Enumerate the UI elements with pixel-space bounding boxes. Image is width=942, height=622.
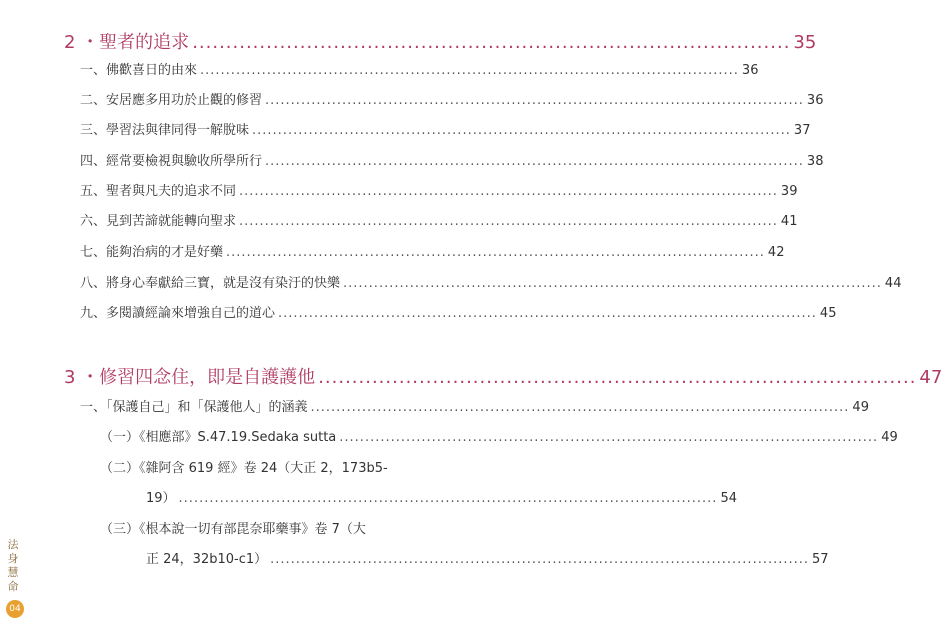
entry-label: 五、聖者與凡夫的追求不同 bbox=[80, 184, 237, 199]
entry-label: 二、安居應多用功於止觀的修習 bbox=[80, 93, 263, 108]
dot-leader: ......................................................................................... bbox=[318, 367, 917, 388]
side-title-char: 法 bbox=[7, 538, 19, 551]
toc-entry[interactable] bbox=[80, 241, 785, 260]
toc-entry-continuation[interactable] bbox=[146, 487, 737, 506]
page-number: 36 bbox=[806, 93, 824, 108]
dot-leader: ......................................................................................................... bbox=[226, 245, 765, 260]
entry-label: （一）《相應部》S.47.19.Sedaka sutta bbox=[100, 430, 337, 445]
toc-entry[interactable] bbox=[80, 302, 837, 321]
heading-label: 3 ・修習四念住，即是自護護他 bbox=[64, 367, 316, 388]
dot-leader: ......................................................................................................... bbox=[265, 154, 804, 169]
page-number: 38 bbox=[806, 154, 824, 169]
toc-entry[interactable] bbox=[80, 150, 824, 169]
dot-leader: ......................................................................................................... bbox=[239, 184, 778, 199]
page-number: 49 bbox=[852, 400, 869, 415]
entry-label: 四、經常要檢視與驗收所學所行 bbox=[80, 154, 263, 169]
toc-entry[interactable] bbox=[80, 89, 824, 108]
side-book-title bbox=[6, 538, 20, 594]
dot-leader: ......................................................................................................... bbox=[265, 93, 804, 108]
toc-entry[interactable] bbox=[100, 426, 898, 445]
page-number: 35 bbox=[793, 32, 817, 53]
entry-label: 九、多閱讀經論來增強自己的道心 bbox=[80, 306, 276, 321]
toc-entry[interactable] bbox=[80, 272, 902, 291]
entry-label: 七、能夠治病的才是好藥 bbox=[80, 245, 224, 260]
toc-entry[interactable] bbox=[80, 396, 869, 415]
toc-entry[interactable] bbox=[80, 59, 759, 78]
entry-label: 19） bbox=[146, 491, 176, 506]
entry-label: 三、學習法與律同得一解脫味 bbox=[80, 123, 250, 138]
page-number: 47 bbox=[919, 367, 942, 388]
entry-label: 一、佛歡喜日的由來 bbox=[80, 63, 198, 78]
page-number: 39 bbox=[780, 184, 798, 199]
dot-leader: ......................................................................................................... bbox=[339, 430, 879, 445]
page-number: 42 bbox=[767, 245, 785, 260]
side-title-char: 身 bbox=[7, 552, 19, 565]
dot-leader: ......................................................................................................... bbox=[270, 552, 810, 567]
page-number: 44 bbox=[884, 276, 902, 291]
toc-heading-section-3[interactable] bbox=[64, 363, 942, 389]
toc-heading-section-2[interactable] bbox=[64, 28, 817, 54]
side-title-char: 命 bbox=[7, 580, 19, 593]
toc-entry[interactable] bbox=[80, 210, 798, 229]
heading-label: 2 ・聖者的追求 bbox=[64, 32, 190, 53]
dot-leader: ......................................................................................................... bbox=[178, 491, 718, 506]
dot-leader: ......................................................................................................... bbox=[252, 123, 791, 138]
page-number: 41 bbox=[780, 214, 798, 229]
toc-entry[interactable] bbox=[80, 180, 798, 199]
page-number: 36 bbox=[741, 63, 759, 78]
page-number: 37 bbox=[793, 123, 811, 138]
dot-leader: ......................................................................................................... bbox=[239, 214, 778, 229]
page-number: 54 bbox=[720, 491, 737, 506]
entry-label: 六、見到苦諦就能轉向聖求 bbox=[80, 214, 237, 229]
toc-entry-continuation[interactable] bbox=[146, 548, 829, 567]
dot-leader: ......................................................................................................... bbox=[310, 400, 850, 415]
toc-entry-first-line[interactable]: （三）《根本說一切有部毘奈耶藥事》卷 7（大 bbox=[100, 522, 366, 537]
toc-entry[interactable] bbox=[80, 119, 811, 138]
page-number: 49 bbox=[881, 430, 898, 445]
side-title-char: 慧 bbox=[7, 566, 19, 579]
entry-label: 正 24，32b10-c1） bbox=[146, 552, 268, 567]
page-number: 57 bbox=[812, 552, 829, 567]
dot-leader: ......................................................................................... bbox=[192, 32, 791, 53]
toc-entry-first-line[interactable]: （二）《雜阿含 619 經》卷 24（大正 2，173b5- bbox=[100, 461, 388, 476]
dot-leader: ......................................................................................................... bbox=[278, 306, 817, 321]
page-number: 45 bbox=[819, 306, 837, 321]
entry-label: 八、將身心奉獻給三寶，就是沒有染汙的快樂 bbox=[80, 276, 341, 291]
page-number-badge: 04 bbox=[6, 600, 24, 618]
dot-leader: ......................................................................................................... bbox=[200, 63, 739, 78]
dot-leader: ......................................................................................................... bbox=[343, 276, 882, 291]
entry-label: 一、「保護自己」和「保護他人」的涵義 bbox=[80, 400, 308, 415]
